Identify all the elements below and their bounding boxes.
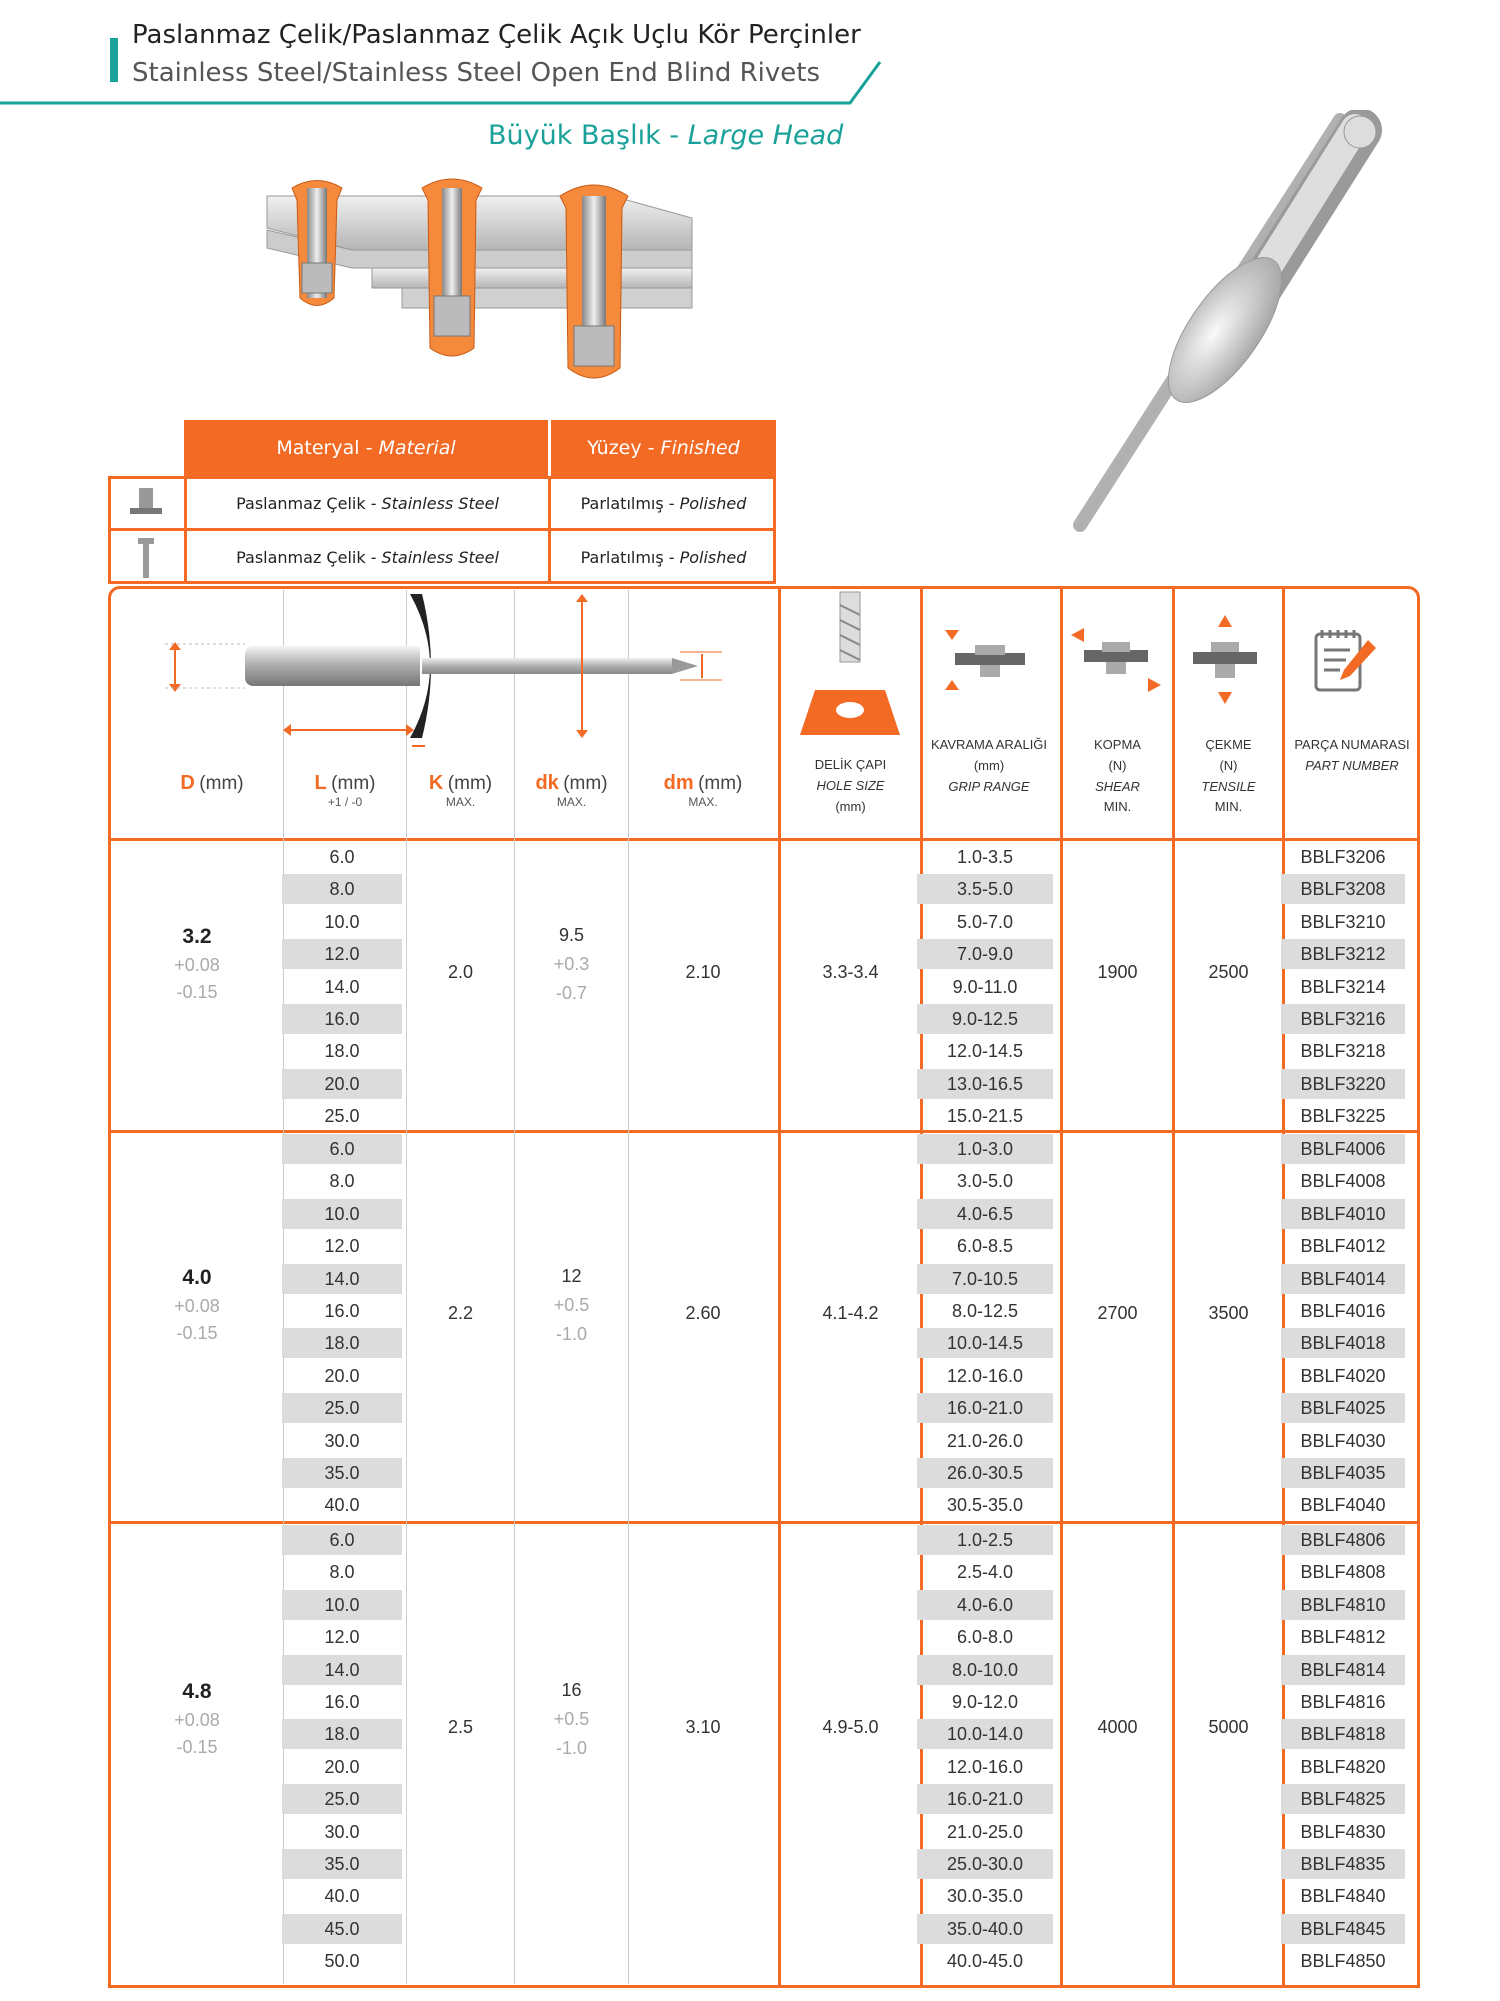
- group-3-dk-tol-minus: -1.0: [555, 1738, 588, 1758]
- group-3-row-5-part-number: BBLF4814: [1281, 1655, 1405, 1685]
- rivet-body-icon: [126, 484, 166, 522]
- group-3-row-14-grip: 40.0-45.0: [946, 1950, 1024, 1971]
- group-3-d-tol-minus: -0.15: [176, 1737, 218, 1757]
- group-2-row-4-length: 12.0: [324, 1235, 360, 1256]
- col-tensile-l4: MIN.: [1214, 799, 1243, 815]
- large-head-rivet-illustration: [1060, 110, 1420, 550]
- col-k-label: [407, 772, 514, 809]
- group-3-row-2-length: 8.0: [329, 1561, 355, 1582]
- subtitle-tr: Büyük Başlık -: [488, 120, 688, 151]
- group-1-dk-tol-minus: -0.7: [555, 983, 588, 1003]
- group-1-tensile: 2500: [1208, 962, 1249, 982]
- group-3-row-2-part-number: BBLF4808: [1300, 1561, 1386, 1582]
- col-part-label: [1285, 735, 1419, 777]
- group-3-row-10-length: 30.0: [324, 1821, 360, 1842]
- group-3-row-6-length: 16.0: [324, 1691, 360, 1712]
- group-2-row-5-grip: 7.0-10.5: [917, 1264, 1053, 1294]
- col-hole-l1: DELİK ÇAPI: [814, 757, 887, 772]
- group-3-tensile: 5000: [1208, 1717, 1249, 1737]
- group-1-d-cell: [112, 925, 282, 1003]
- group-3-dk-cell: [515, 1680, 628, 1759]
- group-2-row-9-part-number: BBLF4025: [1281, 1393, 1405, 1423]
- group-1-row-4-part-number: BBLF3212: [1281, 939, 1405, 969]
- group-3-row-13-length: 45.0: [282, 1914, 402, 1944]
- group-3-row-4-part-number: BBLF4812: [1300, 1626, 1386, 1647]
- rivet-dimension-diagram: [150, 586, 770, 786]
- group-1-dk-cell: [515, 925, 628, 1004]
- col-tensile-l2: (N): [1219, 757, 1238, 773]
- group-2-d-tol-plus: +0.08: [174, 1296, 220, 1316]
- group-3-row-9-part-number: BBLF4825: [1281, 1784, 1405, 1814]
- material-cell-2-tr: Paslanmaz Çelik -: [236, 548, 377, 567]
- group-1-row-5-grip: 9.0-11.0: [952, 976, 1018, 997]
- col-part-l1: PARÇA NUMARASI: [1294, 737, 1410, 752]
- group-3-row-8-part-number: BBLF4820: [1300, 1756, 1386, 1777]
- group-3-row-11-part-number: BBLF4835: [1281, 1849, 1405, 1879]
- group-3-row-11-grip: 25.0-30.0: [917, 1849, 1053, 1879]
- group-2-row-10-length: 30.0: [324, 1430, 360, 1451]
- page-title-en: Stainless Steel/Stainless Steel Open End Blind Rivets: [132, 58, 820, 88]
- group-1-row-3-length: 10.0: [324, 911, 360, 932]
- col-d-label: [152, 772, 272, 795]
- group-3-hole: 4.9-5.0: [822, 1717, 879, 1737]
- subtitle-en: Large Head: [687, 120, 844, 151]
- group-1-row-4-grip: 7.0-9.0: [917, 939, 1053, 969]
- material-header: [184, 420, 548, 476]
- drill-icon: [795, 590, 905, 740]
- group-3-row-13-grip: 35.0-40.0: [917, 1914, 1053, 1944]
- group-divider-2: [108, 1521, 1420, 1524]
- group-3-row-10-grip: 21.0-25.0: [946, 1821, 1024, 1842]
- mandrel-icon: [130, 536, 162, 580]
- finish-header-en: Finished: [660, 437, 740, 459]
- finish-cell-1: [551, 479, 776, 528]
- material-header-en: Material: [378, 437, 456, 459]
- finish-cell-1-tr: Parlatılmış -: [580, 494, 675, 513]
- group-3-row-1-grip: 1.0-2.5: [917, 1525, 1053, 1555]
- group-2-hole: 4.1-4.2: [822, 1303, 879, 1323]
- material-cell-2: [187, 531, 548, 584]
- group-1-row-9-part-number: BBLF3225: [1300, 1105, 1386, 1126]
- group-3-row-12-part-number: BBLF4840: [1300, 1885, 1386, 1906]
- col-dm-name: dm: [663, 772, 694, 794]
- group-2-shear: 2700: [1097, 1303, 1138, 1323]
- col-grip-label: [913, 735, 1065, 797]
- group-2-dk-cell: [515, 1266, 628, 1345]
- col-hole-l2: HOLE SIZE: [816, 777, 885, 793]
- subtitle: [488, 120, 843, 151]
- group-2-dk-tol-plus: +0.5: [553, 1295, 590, 1315]
- group-2-d: 4.0: [182, 1266, 212, 1289]
- group-1-dk-tol-plus: +0.3: [553, 954, 590, 974]
- group-1-row-5-length: 14.0: [324, 976, 360, 997]
- group-1-row-7-grip: 12.0-14.5: [946, 1040, 1024, 1061]
- col-l-note: +1 / -0: [327, 795, 363, 809]
- col-grip-l3: GRIP RANGE: [948, 778, 1030, 794]
- group-2-row-2-length: 8.0: [329, 1170, 355, 1191]
- col-dm-note: MAX.: [688, 795, 718, 809]
- group-2-row-4-part-number: BBLF4012: [1300, 1235, 1386, 1256]
- group-1-row-3-part-number: BBLF3210: [1300, 911, 1386, 932]
- group-1-row-6-grip: 9.0-12.5: [917, 1004, 1053, 1034]
- group-3-row-3-grip: 4.0-6.0: [917, 1590, 1053, 1620]
- col-tensile-l3: TENSILE: [1201, 778, 1256, 794]
- group-2-row-10-part-number: BBLF4030: [1300, 1430, 1386, 1451]
- group-2-row-11-length: 35.0: [282, 1458, 402, 1488]
- finish-cell-2-en: Polished: [679, 548, 747, 567]
- group-3-row-4-grip: 6.0-8.0: [956, 1626, 1014, 1647]
- group-2-tensile: 3500: [1208, 1303, 1249, 1323]
- group-1-row-8-grip: 13.0-16.5: [917, 1069, 1053, 1099]
- group-3-d-tol-plus: +0.08: [174, 1710, 220, 1730]
- group-2-row-3-part-number: BBLF4010: [1281, 1199, 1405, 1229]
- col-dk-name: dk: [535, 772, 559, 794]
- group-3-row-7-grip: 10.0-14.0: [917, 1719, 1053, 1749]
- col-shear-l3: SHEAR: [1095, 778, 1140, 794]
- group-1-shear: 1900: [1097, 962, 1138, 982]
- group-1-row-5-part-number: BBLF3214: [1300, 976, 1386, 997]
- group-2-k: 2.2: [447, 1303, 474, 1323]
- group-3-row-5-length: 14.0: [282, 1655, 402, 1685]
- group-1-row-8-part-number: BBLF3220: [1281, 1069, 1405, 1099]
- group-3-row-11-length: 35.0: [282, 1849, 402, 1879]
- group-1-d-tol-minus: -0.15: [176, 982, 218, 1002]
- group-1-row-7-length: 18.0: [324, 1040, 360, 1061]
- group-3-row-3-part-number: BBLF4810: [1281, 1590, 1405, 1620]
- group-2-row-10-grip: 21.0-26.0: [946, 1430, 1024, 1451]
- col-k-note: MAX.: [445, 795, 476, 809]
- col-dk-note: MAX.: [556, 795, 587, 809]
- col-shear-label: [1063, 735, 1172, 818]
- material-cell-1-tr: Paslanmaz Çelik -: [236, 494, 377, 513]
- col-hole-l3: (mm): [835, 798, 866, 814]
- col-k-name: K: [428, 772, 444, 794]
- group-2-row-11-grip: 26.0-30.5: [917, 1458, 1053, 1488]
- material-header-tr: Materyal -: [276, 437, 373, 459]
- page-title-tr: Paslanmaz Çelik/Paslanmaz Çelik Açık Uçlu Kör Perçinler: [132, 20, 861, 50]
- group-1-row-4-length: 12.0: [282, 939, 402, 969]
- group-2-row-9-grip: 16.0-21.0: [917, 1393, 1053, 1423]
- col-d-unit: (mm): [199, 773, 244, 794]
- group-1-row-2-part-number: BBLF3208: [1281, 874, 1405, 904]
- group-2-row-9-length: 25.0: [282, 1393, 402, 1423]
- group-2-dk-tol-minus: -1.0: [555, 1324, 588, 1344]
- group-3-row-4-length: 12.0: [324, 1626, 360, 1647]
- group-2-row-7-part-number: BBLF4018: [1281, 1328, 1405, 1358]
- group-3-dk: 16: [561, 1680, 582, 1700]
- shear-icon: [1066, 620, 1166, 700]
- group-1-row-3-grip: 5.0-7.0: [956, 911, 1014, 932]
- group-3-d-cell: [112, 1680, 282, 1758]
- col-dk-label: [515, 772, 628, 809]
- group-2-row-1-length: 6.0: [282, 1134, 402, 1164]
- group-1-row-2-length: 8.0: [282, 874, 402, 904]
- group-1-dk: 9.5: [558, 925, 585, 945]
- group-2-row-5-part-number: BBLF4014: [1281, 1264, 1405, 1294]
- col-tensile-l1: ÇEKME: [1205, 737, 1252, 752]
- group-2-row-7-grip: 10.0-14.5: [917, 1328, 1053, 1358]
- col-hole-label: [781, 755, 920, 817]
- group-2-row-8-length: 20.0: [324, 1365, 360, 1386]
- group-3-row-6-grip: 9.0-12.0: [951, 1691, 1019, 1712]
- group-1-row-9-grip: 15.0-21.5: [946, 1105, 1024, 1126]
- group-1-row-9-length: 25.0: [324, 1105, 360, 1126]
- group-2-row-2-part-number: BBLF4008: [1300, 1170, 1386, 1191]
- group-1-row-7-part-number: BBLF3218: [1300, 1040, 1386, 1061]
- group-3-row-1-length: 6.0: [282, 1525, 402, 1555]
- grip-range-icon: [945, 625, 1035, 705]
- group-2-row-1-grip: 1.0-3.0: [917, 1134, 1053, 1164]
- col-l-unit: (mm): [331, 773, 376, 794]
- finish-header: [551, 420, 776, 476]
- group-1-row-1-length: 6.0: [329, 846, 355, 867]
- group-1-row-6-part-number: BBLF3216: [1281, 1004, 1405, 1034]
- group-2-row-6-length: 16.0: [324, 1300, 360, 1321]
- group-3-row-9-length: 25.0: [282, 1784, 402, 1814]
- col-l-name: L: [314, 772, 327, 794]
- group-2-row-11-part-number: BBLF4035: [1281, 1458, 1405, 1488]
- group-3-row-3-length: 10.0: [282, 1590, 402, 1620]
- finish-header-tr: Yüzey -: [587, 437, 655, 459]
- group-3-row-14-length: 50.0: [324, 1950, 360, 1971]
- col-d-name: D: [180, 772, 195, 794]
- group-1-hole: 3.3-3.4: [822, 962, 879, 982]
- group-1-dm: 2.10: [685, 962, 721, 982]
- col-dk-unit: (mm): [563, 773, 608, 794]
- group-2-row-3-length: 10.0: [282, 1199, 402, 1229]
- group-2-row-8-part-number: BBLF4020: [1300, 1365, 1386, 1386]
- group-3-row-9-grip: 16.0-21.0: [917, 1784, 1053, 1814]
- group-2-row-1-part-number: BBLF4006: [1281, 1134, 1405, 1164]
- finish-cell-2: [551, 531, 776, 584]
- finish-cell-1-en: Polished: [679, 494, 747, 513]
- group-2-row-8-grip: 12.0-16.0: [946, 1365, 1024, 1386]
- group-3-row-7-length: 18.0: [282, 1719, 402, 1749]
- group-3-d: 4.8: [182, 1680, 212, 1703]
- group-1-row-1-part-number: BBLF3206: [1300, 846, 1386, 867]
- group-2-row-6-grip: 8.0-12.5: [951, 1300, 1019, 1321]
- spec-header-bottom-line: [108, 838, 1420, 841]
- group-1-d: 3.2: [182, 925, 212, 948]
- group-3-k: 2.5: [447, 1717, 474, 1737]
- group-2-row-6-part-number: BBLF4016: [1300, 1300, 1386, 1321]
- group-1-k: 2.0: [447, 962, 474, 982]
- notepad-pencil-icon: [1310, 626, 1380, 696]
- group-3-row-1-part-number: BBLF4806: [1281, 1525, 1405, 1555]
- group-2-row-5-length: 14.0: [282, 1264, 402, 1294]
- group-3-dk-tol-plus: +0.5: [553, 1709, 590, 1729]
- col-l-label: [284, 772, 406, 809]
- group-2-dm: 2.60: [685, 1303, 721, 1323]
- finish-cell-2-tr: Parlatılmış -: [580, 548, 675, 567]
- group-2-row-12-length: 40.0: [324, 1494, 360, 1515]
- col-grip-l1: KAVRAMA ARALIĞI: [930, 737, 1048, 752]
- group-3-row-7-part-number: BBLF4818: [1281, 1719, 1405, 1749]
- col-dm-unit: (mm): [698, 773, 743, 794]
- group-2-d-cell: [112, 1266, 282, 1344]
- col-k-unit: (mm): [447, 773, 493, 794]
- group-3-row-2-grip: 2.5-4.0: [956, 1561, 1014, 1582]
- group-3-row-10-part-number: BBLF4830: [1300, 1821, 1386, 1842]
- group-3-row-14-part-number: BBLF4850: [1300, 1950, 1386, 1971]
- group-3-dm: 3.10: [685, 1717, 721, 1737]
- group-3-shear: 4000: [1097, 1717, 1138, 1737]
- col-shear-l2: (N): [1108, 757, 1127, 773]
- group-3-row-12-grip: 30.0-35.0: [946, 1885, 1024, 1906]
- col-shear-l4: MIN.: [1103, 799, 1132, 815]
- col-shear-l1: KOPMA: [1094, 737, 1141, 752]
- col-grip-l2: (mm): [973, 757, 1005, 773]
- group-2-dk: 12: [561, 1266, 582, 1286]
- col-part-l2: PART NUMBER: [1305, 757, 1399, 773]
- group-3-row-13-part-number: BBLF4845: [1281, 1914, 1405, 1944]
- group-3-row-6-part-number: BBLF4816: [1300, 1691, 1386, 1712]
- group-1-row-1-grip: 1.0-3.5: [956, 846, 1014, 867]
- rivet-cross-section-illustration: [262, 178, 702, 398]
- tensile-icon: [1175, 612, 1275, 707]
- col-dm-label: [629, 772, 777, 809]
- group-2-d-tol-minus: -0.15: [176, 1323, 218, 1343]
- group-3-row-8-grip: 12.0-16.0: [946, 1756, 1024, 1777]
- material-cell-1: [187, 479, 548, 528]
- material-cell-1-en: Stainless Steel: [381, 494, 499, 513]
- header-underline: [0, 55, 900, 110]
- group-3-row-8-length: 20.0: [324, 1756, 360, 1777]
- group-1-row-8-length: 20.0: [282, 1069, 402, 1099]
- group-1-row-2-grip: 3.5-5.0: [917, 874, 1053, 904]
- group-2-row-3-grip: 4.0-6.5: [917, 1199, 1053, 1229]
- group-2-row-4-grip: 6.0-8.5: [956, 1235, 1014, 1256]
- group-1-row-6-length: 16.0: [282, 1004, 402, 1034]
- group-2-row-12-part-number: BBLF4040: [1300, 1494, 1386, 1515]
- group-3-row-5-grip: 8.0-10.0: [917, 1655, 1053, 1685]
- col-tensile-label: [1175, 735, 1282, 818]
- material-cell-2-en: Stainless Steel: [381, 548, 499, 567]
- group-1-d-tol-plus: +0.08: [174, 955, 220, 975]
- group-2-row-2-grip: 3.0-5.0: [956, 1170, 1014, 1191]
- group-2-row-7-length: 18.0: [282, 1328, 402, 1358]
- group-2-row-12-grip: 30.5-35.0: [946, 1494, 1024, 1515]
- group-3-row-12-length: 40.0: [324, 1885, 360, 1906]
